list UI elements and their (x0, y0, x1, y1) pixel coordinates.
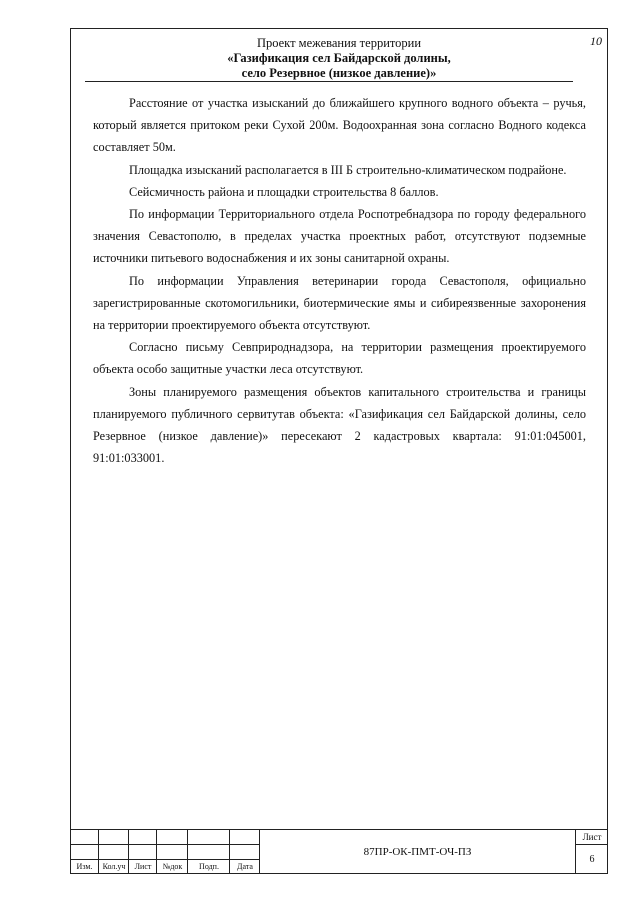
paragraph: Сейсмичность района и площадки строительства 8 баллов. (129, 184, 439, 199)
revision-grid (70, 829, 260, 874)
paragraph: Площадка изысканий располагается в III Б строительно-климатическом подрайоне. (129, 162, 567, 177)
header-line-3: село Резервное (низкое давление)» (241, 66, 437, 80)
label-ndok: №док (162, 862, 183, 871)
body-text (93, 92, 586, 469)
label-data: Дата (237, 862, 253, 871)
label-izm: Изм. (76, 862, 93, 871)
header-divider (85, 81, 573, 82)
label-list: Лист (134, 862, 152, 871)
paragraph: Зоны планируемого размещения объектов капитального строительства и границы планируемого публичного сервитутав объекта: «Газификация сел Байдарской долины, село Резервное (низкое давление)» пересекают 2 кадастровых квартала: 91:01:045001, 91:01:033001. (93, 384, 586, 466)
page-number: 10 (590, 34, 602, 48)
sheet-number: 6 (589, 854, 595, 865)
paragraph: По информации Управления ветеринарии города Севастополя, официально зарегистрированные скотомогильники, биотермические ямы и сибиреязвенные захоронения на территории проектируемого объекта отсутствуют. (93, 273, 586, 333)
sheet-label: Лист (576, 830, 608, 845)
document-code: 87ПР-ОК-ПМТ-ОЧ-ПЗ (260, 829, 576, 874)
header-line-1: Проект межевания территории (256, 36, 422, 50)
label-kol-uch: Кол.уч (102, 862, 126, 871)
header-line-2: «Газификация сел Байдарской долины, (227, 51, 451, 65)
paragraph: Согласно письму Севприроднадзора, на территории размещения проектируемого объекта особо защитные участки леса отсутствуют. (93, 340, 586, 377)
paragraph: Расстояние от участка изысканий до ближайшего крупного водного объекта – ручья, который является притоком реки Сухой 200м. Водоохранная зона согласно Водного кодекса составляет 50м. (93, 96, 586, 155)
paragraph: По информации Территориального отдела Роспотребнадзора по городу федерального значения Севастополю, в пределах участка проектных работ, отсутствуют подземные источники питьевого водоснабжения и их зоны санитарной охраны. (93, 207, 586, 266)
document-header (70, 36, 608, 81)
label-podp: Подп. (199, 862, 219, 871)
title-block (70, 829, 608, 874)
sheet-box (576, 829, 608, 874)
